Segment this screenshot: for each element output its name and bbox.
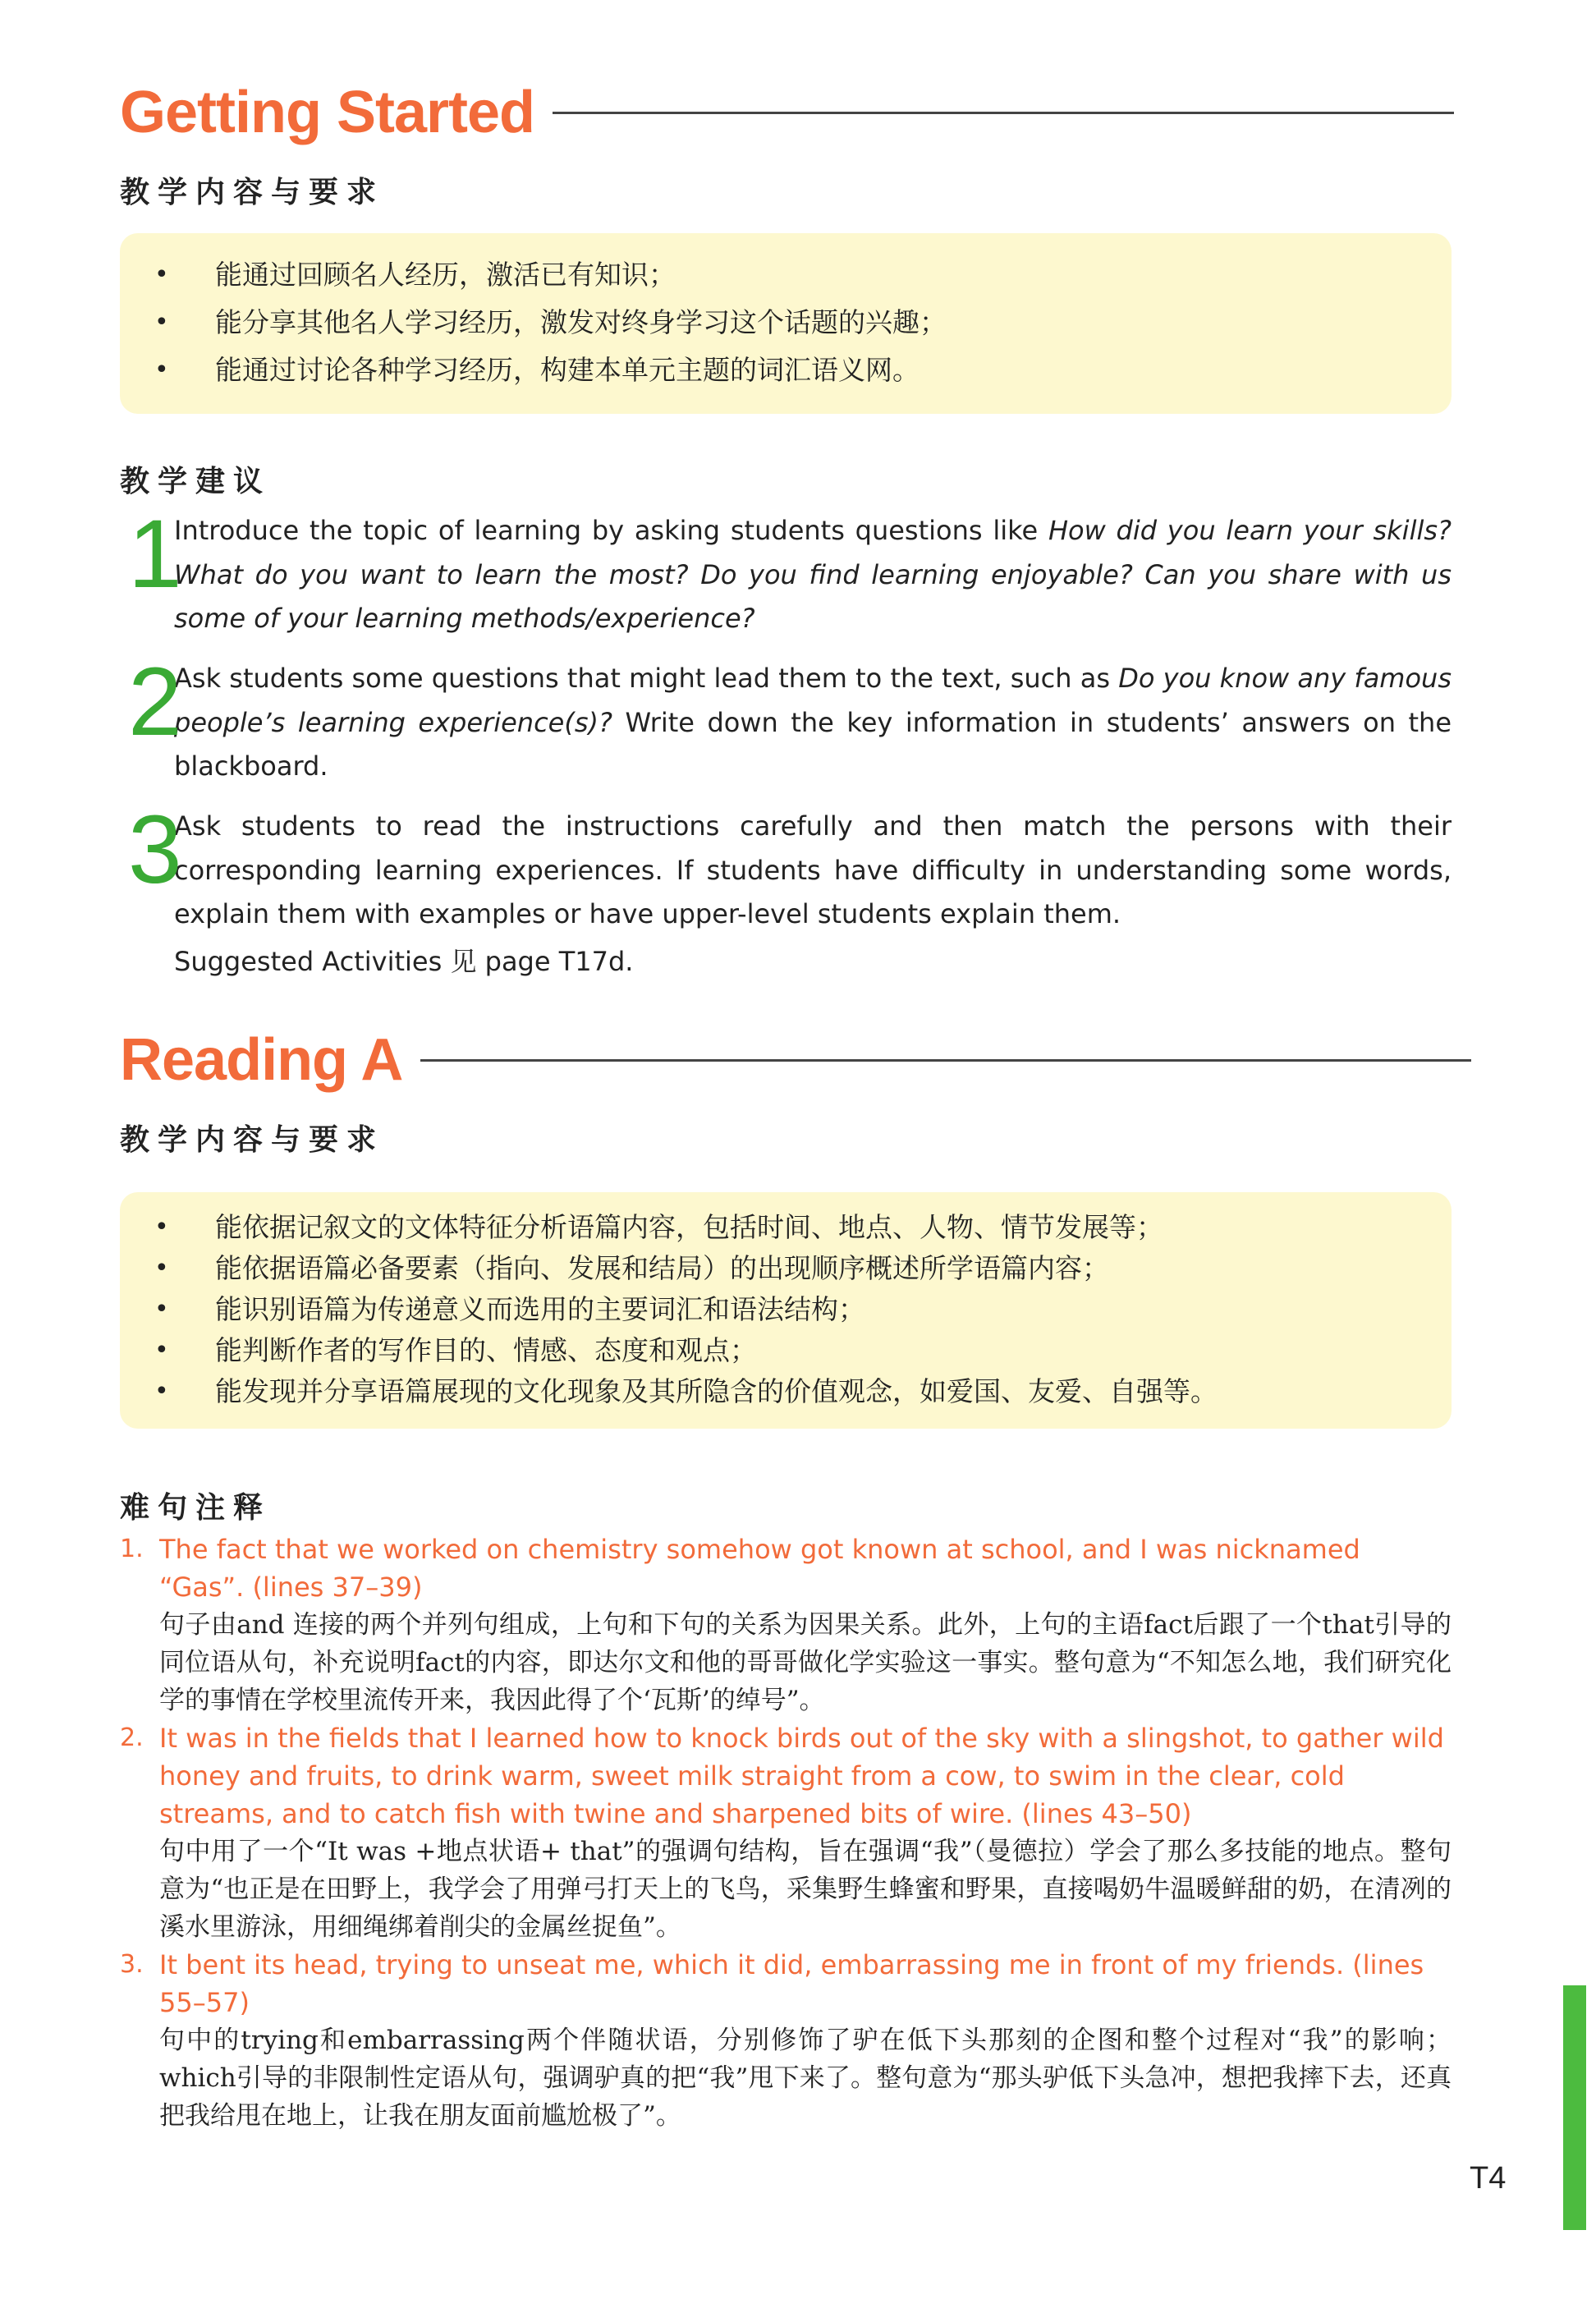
reading-a-heading bbox=[120, 1026, 1471, 1094]
requirement-item: • 能分享其他名人学习经历，激发对终身学习这个话题的兴趣； bbox=[120, 299, 1452, 346]
note-english: It bent its head, trying to unseat me, which it did, embarrassing me in front of my friends. (lines 55–57) bbox=[159, 1949, 1424, 2018]
suggestion-step bbox=[120, 500, 1452, 641]
suggested-activities: Suggested Activities 见 page T17d. bbox=[174, 945, 634, 977]
requirement-item: • 能发现并分享语篇展现的文化现象及其所隐含的价值观念，如爱国、友爱、自强等。 bbox=[120, 1371, 1452, 1412]
suggestions-heading: 教学建议 bbox=[120, 465, 272, 498]
step-number: 1 bbox=[128, 500, 182, 608]
note-number: 2. bbox=[120, 1723, 144, 1752]
note-number: 3. bbox=[120, 1950, 144, 1979]
getting-started-heading bbox=[120, 79, 1454, 146]
section-title: Getting Started bbox=[120, 80, 535, 145]
step-text: Ask students some questions that might lead them to the text, such as Do you know any famous people’s learning experience(s)? Write down the key information in students’ answers on the blackboard. bbox=[174, 663, 1452, 782]
requirement-item: • 能依据语篇必备要素（指向、发展和结局）的出现顺序概述所学语篇内容； bbox=[120, 1248, 1452, 1289]
note-item bbox=[120, 1719, 1452, 1946]
step-number: 2 bbox=[128, 648, 182, 756]
requirements-box bbox=[120, 1192, 1452, 1429]
requirement-item: • 能依据记叙文的文体特征分析语篇内容，包括时间、地点、人物、情节发展等； bbox=[120, 1207, 1452, 1248]
step-text: Ask students to read the instructions carefully and then match the persons with their corresponding learning experiences. If students have difficulty in understanding some words, explain them with examples or have upper-level students explain them. bbox=[174, 810, 1452, 929]
suggestion-step bbox=[120, 796, 1452, 984]
note-item bbox=[120, 1530, 1452, 1719]
requirement-item: • 能判断作者的写作目的、情感、态度和观点； bbox=[120, 1330, 1452, 1371]
note-english: It was in the fields that I learned how to knock birds out of the sky with a slingshot, to gather wild honey and fruits, to drink warm, sweet milk straight from a cow, to swim in the clear, cold streams, and to catch fish with twine and sharpened bits of wire. (lines 43–50) bbox=[159, 1723, 1444, 1829]
note-chinese: 句子由and 连接的两个并列句组成，上句和下句的关系为因果关系。此外，上句的主语fact后跟了一个that引导的同位语从句，补充说明fact的内容，即达尔文和他的哥哥做化学实验这一事实。整句意为“不知怎么地，我们研究化学的事情在学校里流传开来，我因此得了个‘瓦斯’的绰号”。 bbox=[159, 1610, 1452, 1715]
step-number: 3 bbox=[128, 796, 182, 904]
requirements-heading: 教学内容与要求 bbox=[120, 176, 385, 209]
note-chinese: 句中用了一个“It was +地点状语+ that”的强调句结构，旨在强调“我”（曼德拉）学会了那么多技能的地点。整句意为“也正是在田野上，我学会了用弹弓打天上的飞鸟，采集野生蜂蜜和野果，直接喝奶牛温暖鲜甜的奶，在清冽的溪水里游泳，用细绳绑着削尖的金属丝捉鱼”。 bbox=[159, 1837, 1452, 1942]
requirement-item: • 能识别语篇为传递意义而选用的主要词汇和语法结构； bbox=[120, 1289, 1452, 1330]
requirements-box bbox=[120, 233, 1452, 414]
note-number: 1. bbox=[120, 1535, 144, 1563]
note-chinese: 句中的trying和embarrassing两个伴随状语，分别修饰了驴在低下头那刻的企图和整个过程对“我”的影响；which引导的非限制性定语从句，强调驴真的把“我”甩下来了。整句意为“那头驴低下头急冲，想把我摔下去，还真把我给甩在地上，让我在朋友面前尴尬极了”。 bbox=[159, 2026, 1452, 2131]
requirement-item: • 能通过讨论各种学习经历，构建本单元主题的词汇语义网。 bbox=[120, 346, 1452, 394]
section-title: Reading A bbox=[120, 1027, 403, 1093]
heading-rule bbox=[553, 112, 1454, 114]
note-item bbox=[120, 1946, 1452, 2135]
difficult-sentence-notes bbox=[120, 1530, 1452, 2135]
chapter-tab-marker bbox=[1563, 1985, 1586, 2230]
requirements-heading: 教学内容与要求 bbox=[120, 1123, 385, 1157]
page-number: T4 bbox=[1470, 2161, 1507, 2196]
suggestion-step bbox=[120, 648, 1452, 789]
heading-rule bbox=[420, 1059, 1471, 1062]
requirement-item: • 能通过回顾名人经历，激活已有知识； bbox=[120, 251, 1452, 299]
step-text: Introduce the topic of learning by asking students questions like How did you learn your skills? What do you want to learn the most? Do you find learning enjoyable? Can you share with us some of your learning methods/experience? bbox=[174, 515, 1452, 634]
notes-heading: 难句注释 bbox=[120, 1491, 272, 1525]
note-english: The fact that we worked on chemistry somehow got known at school, and I was nicknamed “Gas”. (lines 37–39) bbox=[159, 1534, 1360, 1603]
